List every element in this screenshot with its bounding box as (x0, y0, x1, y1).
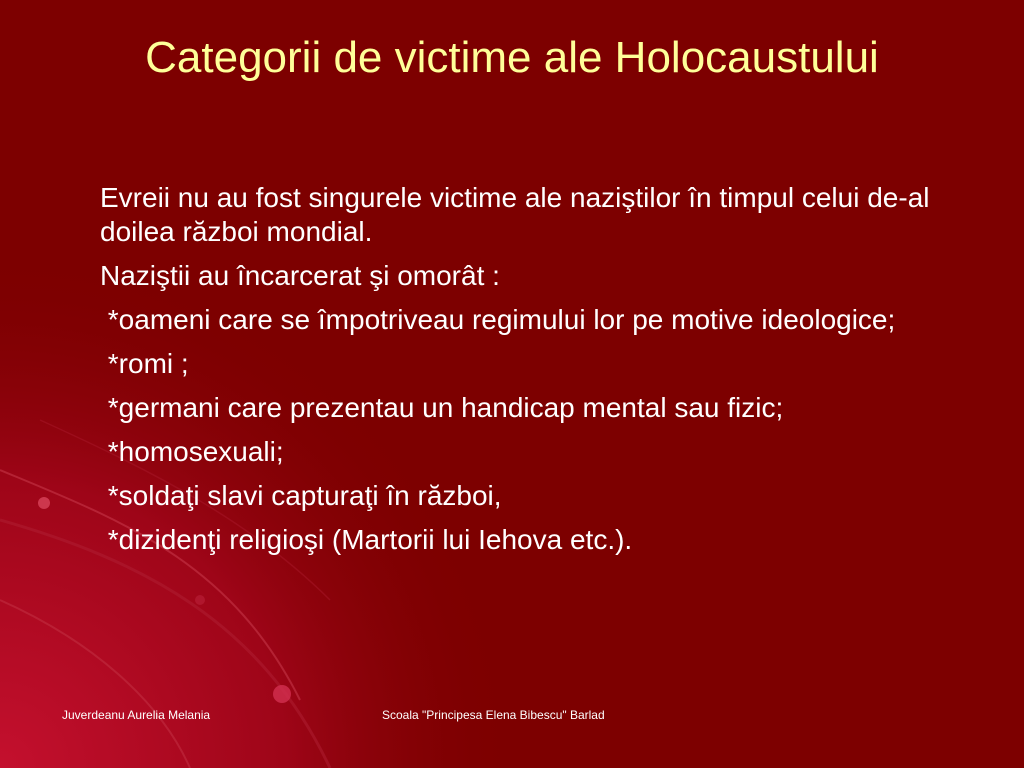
paragraph-lead: Naziştii au încarcerat şi omorât : (100, 260, 500, 291)
victim-item-homosexuals: *homosexuali; (100, 436, 284, 467)
paragraph-intro: Evreii nu au fost singurele victime ale naziştilor în timpul celui de-al doilea război mondial. (100, 182, 930, 247)
victim-item-ideological-opponents: *oameni care se împotriveau regimului lor pe motive ideologice; (100, 304, 896, 335)
victim-item-roma: *romi ; (100, 348, 189, 379)
slide-title: Categorii de victime ale Holocaustului (145, 33, 879, 82)
victim-item-slavic-soldiers: *soldaţi slavi capturaţi în război, (100, 480, 502, 511)
victim-item-disabled-germans: *germani care prezentau un handicap mental sau fizic; (100, 392, 784, 423)
victim-item-religious-dissidents: *dizidenţi religioşi (Martorii lui Iehova etc.). (100, 524, 633, 555)
slide-body (100, 181, 970, 567)
footer-school: Scoala "Principesa Elena Bibescu" Barlad (382, 708, 605, 722)
footer-author: Juverdeanu Aurelia Melania (62, 708, 211, 722)
